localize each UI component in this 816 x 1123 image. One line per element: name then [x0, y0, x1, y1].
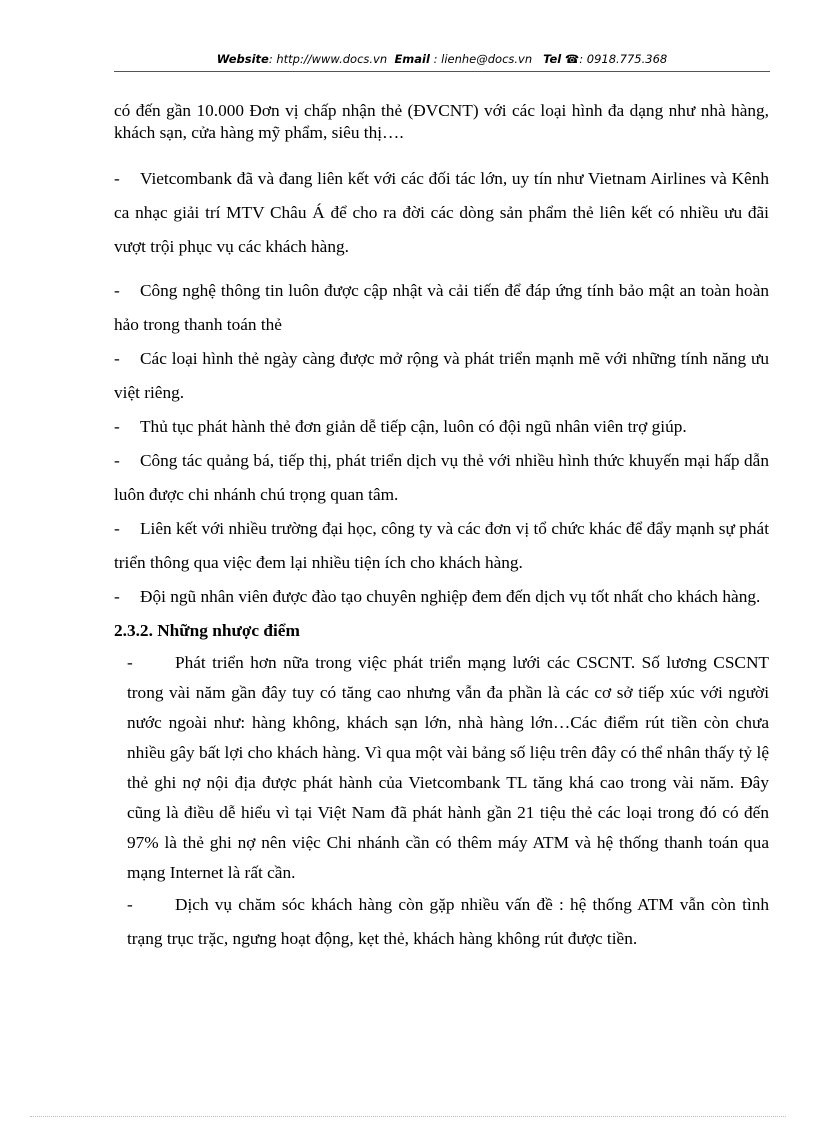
phone-icon: ☎ [564, 52, 580, 66]
bullet-item: - Các loại hình thẻ ngày càng được mở rộng và phát triển mạnh mẽ với những tính năng ưu việt riêng. [114, 342, 769, 410]
bullet-dash: - [127, 653, 133, 672]
paragraph-intro: có đến gần 10.000 Đơn vị chấp nhận thẻ (ĐVCNT) với các loại hình đa dạng như nhà hàng, khách sạn, cửa hàng mỹ phẩm, siêu thị…. [114, 101, 769, 142]
header-divider [114, 71, 770, 72]
website-label: Website [216, 52, 269, 66]
bullet-item: - Liên kết với nhiều trường đại học, công ty và các đơn vị tổ chức khác để đẩy mạnh sự phát triển thông qua việc đem lại nhiều tiện ích cho khách hàng. [114, 512, 769, 580]
email-value: : lienhe@docs.vn [433, 52, 533, 66]
tel-value: : 0918.775.368 [579, 52, 668, 66]
bullet-item: - Công nghệ thông tin luôn được cập nhật và cải tiến để đáp ứng tính bảo mật an toàn hoàn hảo trong thanh toán thẻ [114, 274, 769, 342]
bullet-item: - Thủ tục phát hành thẻ đơn giản dễ tiếp cận, luôn có đội ngũ nhân viên trợ giúp. [114, 410, 769, 444]
page-header [114, 52, 770, 66]
footer-divider [30, 1116, 786, 1117]
tel-label: Tel [543, 52, 562, 66]
bullet-dash: - [114, 519, 120, 538]
bullet-item: - Vietcombank đã và đang liên kết với các đối tác lớn, uy tín như Vietnam Airlines và Kênh ca nhạc giải trí MTV Châu Á để cho ra đời các dòng sản phẩm thẻ liên kết có nhiều ưu đãi vượt trội phục vụ các khách hàng. [114, 162, 769, 264]
bullet-dash: - [114, 169, 120, 188]
section-heading: 2.3.2. Những nhược điểm [114, 621, 300, 640]
bullet-dash: - [114, 281, 120, 300]
bullet-dash: - [114, 587, 120, 606]
bullet-item: - Đội ngũ nhân viên được đào tạo chuyên nghiệp đem đến dịch vụ tốt nhất cho khách hàng. [114, 580, 769, 614]
bullet-dash: - [114, 349, 120, 368]
bullet-dash: - [114, 451, 120, 470]
website-value: : http://www.docs.vn [268, 52, 388, 66]
bullet-dash: - [127, 895, 133, 914]
bullet-item: - Dịch vụ chăm sóc khách hàng còn gặp nhiều vấn đề : hệ thống ATM vẫn còn tình trạng trục trặc, ngưng hoạt động, kẹt thẻ, khách hàng không rút được tiền. [114, 888, 769, 956]
bullet-item: - Phát triển hơn nữa trong việc phát triển mạng lưới các CSCNT. Số lương CSCNT trong vài năm gần đây tuy có tăng cao nhưng vẫn đa phần là các cơ sở tiếp xúc với người nước ngoài như: hàng không, khách sạn lớn, nhà hàng lớn…Các điểm rút tiền còn chưa nhiều gây bất lợi cho khách hàng. Vì qua một vài bảng số liệu trên đây có thể nhân thấy tỷ lệ thẻ ghi nợ nội địa được phát hành của Vietcombank TL tăng khá cao trong vài năm. Đây cũng là điều dễ hiểu vì tại Việt Nam đã phát hành gần 21 tiệu thẻ các loại trong đó có đến 97% là thẻ ghi nợ nên việc Chi nhánh cần có thêm máy ATM và hệ thống thanh toán qua mạng Internet là rất cần. [114, 648, 769, 888]
bullet-dash: - [114, 417, 120, 436]
bullet-item: - Công tác quảng bá, tiếp thị, phát triển dịch vụ thẻ với nhiều hình thức khuyến mại hấp dẫn luôn được chi nhánh chú trọng quan tâm. [114, 444, 769, 512]
email-label: Email [394, 52, 430, 66]
document-body [114, 100, 769, 956]
